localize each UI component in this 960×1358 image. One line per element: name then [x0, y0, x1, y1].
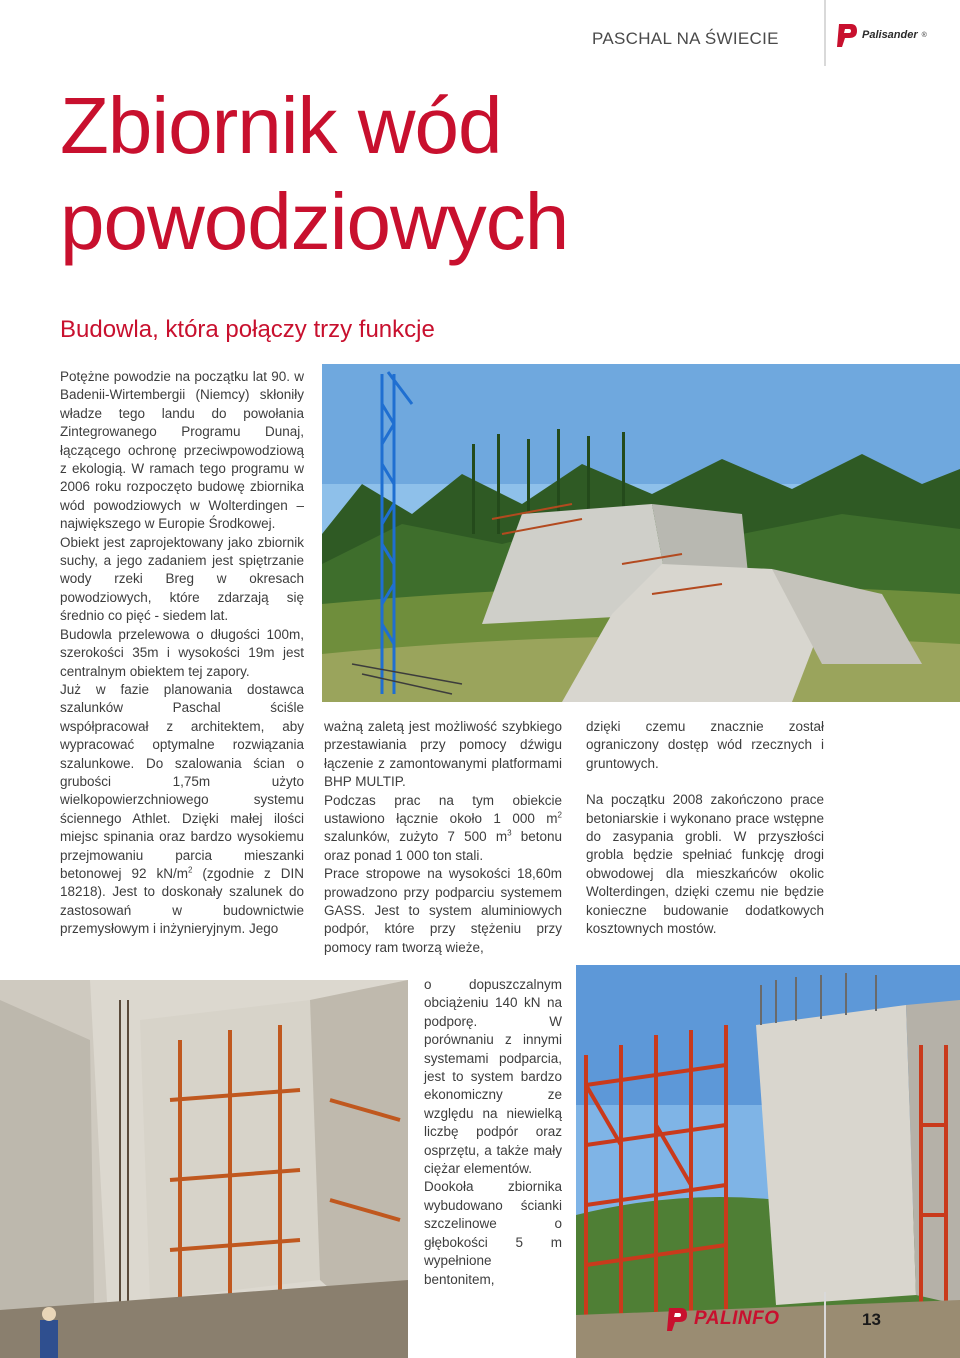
paragraph: Dookoła zbiornika wybudowano ścianki szczelinowe o głębokości 5 m wypełnione bentonitem,	[424, 1179, 562, 1287]
paragraph: Potężne powodzie na początku lat 90. w Badenii-Wirtembergii (Niemcy) skłoniły władze tego landu do powołania Zintegrowanego Programu Dunaj, łączącego ochronę przeciwpowodziową z ekologią. W ramach tego programu w 2006 roku rozpoczęto budowę zbiornika wód powodziowych w Wolterdingen – największego w Europie Środkowej.	[60, 369, 304, 532]
article-column-2	[324, 718, 562, 957]
paragraph: o dopuszczalnym obciążeniu 140 kN na podporę. W porównaniu z innymi systemami podparcia, jest to system bardzo ekonomiczny ze względu na niewielką liczbę podpór oraz osprzętu, a także mały ciężar elementów.	[424, 977, 562, 1177]
paragraph: Obiekt jest zaprojektowany jako zbiornik suchy, a jego zadaniem jest spiętrzanie wody rzeki Breg w okresach powodziowych, które zdarzają się średnio co pięć - siedem lat.	[60, 534, 304, 624]
paragraph	[324, 792, 562, 866]
text-run: Już w fazie planowania dostawca szalunków Paschal ściśle współpracował z architektem, aby wypracować optymalne rozwiązania szalunkowe. Do szalowania ścian o grubości 1,75m użyto wielkopowierzchniowego systemu ściennego Athlet. Dzięki małej ilości miejsc spinania oraz bardzo wysokiemu przejmowaniu parcia mieszanki betonowej 92 kN/m	[60, 681, 304, 881]
palinfo-logo-icon	[666, 1306, 688, 1332]
section-label: PASCHAL NA ŚWIECIE	[592, 29, 779, 48]
page-number: 13	[862, 1310, 881, 1329]
palisander-logo-icon	[836, 22, 858, 48]
article-title: Zbiornik wód powodziowych	[60, 81, 569, 266]
brand-name: Palisander	[862, 29, 918, 41]
construction-site-aerial-photo	[322, 364, 960, 702]
brand-trademark: ®	[921, 31, 927, 39]
text-run: Podczas prac na tym obiekcie ustawiono łącznie około 1 000 m	[324, 792, 562, 827]
paragraph: dzięki czemu znacznie został ograniczony dostęp wód rzecznych i gruntowych.	[586, 719, 824, 771]
text-run: betonu oraz ponad 1 000 ton stali.	[324, 829, 562, 863]
palinfo-logo	[666, 1306, 779, 1332]
formwork-walls-photo	[0, 980, 408, 1358]
superscript: 3	[507, 828, 512, 838]
brand-logo	[836, 22, 927, 48]
paragraph: ważną zaletą jest możliwość szybkiego przestawiania przy pomocy dźwigu łączenie z zamontowanymi platformami BHP MULTIP.	[324, 719, 562, 790]
text-run: (zgodnie z DIN 18218). Jest to doskonały szalunek do zastosowań w budownictwie przemysłowym i inżynieryjnym. Jego	[60, 865, 304, 937]
header-divider	[824, 0, 826, 66]
paragraph: Na początku 2008 zakończono prace betoniarskie i wykonano prace wstępne do zasypania grobli. W przyszłości grobla będzie spełniać funkcję drogi obwodowej dla mieszkańców okolic Wolterdingen, dzięki czemu nie będzie konieczne budowanie dodatkowych kosztownych mostów.	[586, 792, 824, 937]
paragraph	[60, 681, 304, 939]
palinfo-logo-text: PALINFO	[694, 1308, 780, 1329]
paragraph: Budowla przelewowa o długości 100m, szerokości 35m i wysokości 19m jest centralnym obiektem tej zapory.	[60, 626, 304, 679]
text-run: szalunków, zużyto 7 500 m	[324, 829, 508, 845]
paragraph: Prace stropowe na wysokości 18,60m prowadzono przy podparciu systemem GASS. Jest to system aluminiowych podpór, które przy stężeniu przy pomocy ram tworzą wieże,	[324, 866, 562, 955]
footer-divider	[824, 1292, 826, 1358]
article-subtitle: Budowla, która połączy trzy funkcje	[60, 316, 435, 343]
article-column-3	[586, 718, 824, 938]
article-column-2-wrap	[424, 976, 562, 1289]
spillway-scaffolding-photo	[576, 965, 960, 1358]
article-column-1	[60, 368, 304, 939]
superscript: 2	[187, 865, 193, 875]
superscript: 2	[557, 810, 562, 820]
